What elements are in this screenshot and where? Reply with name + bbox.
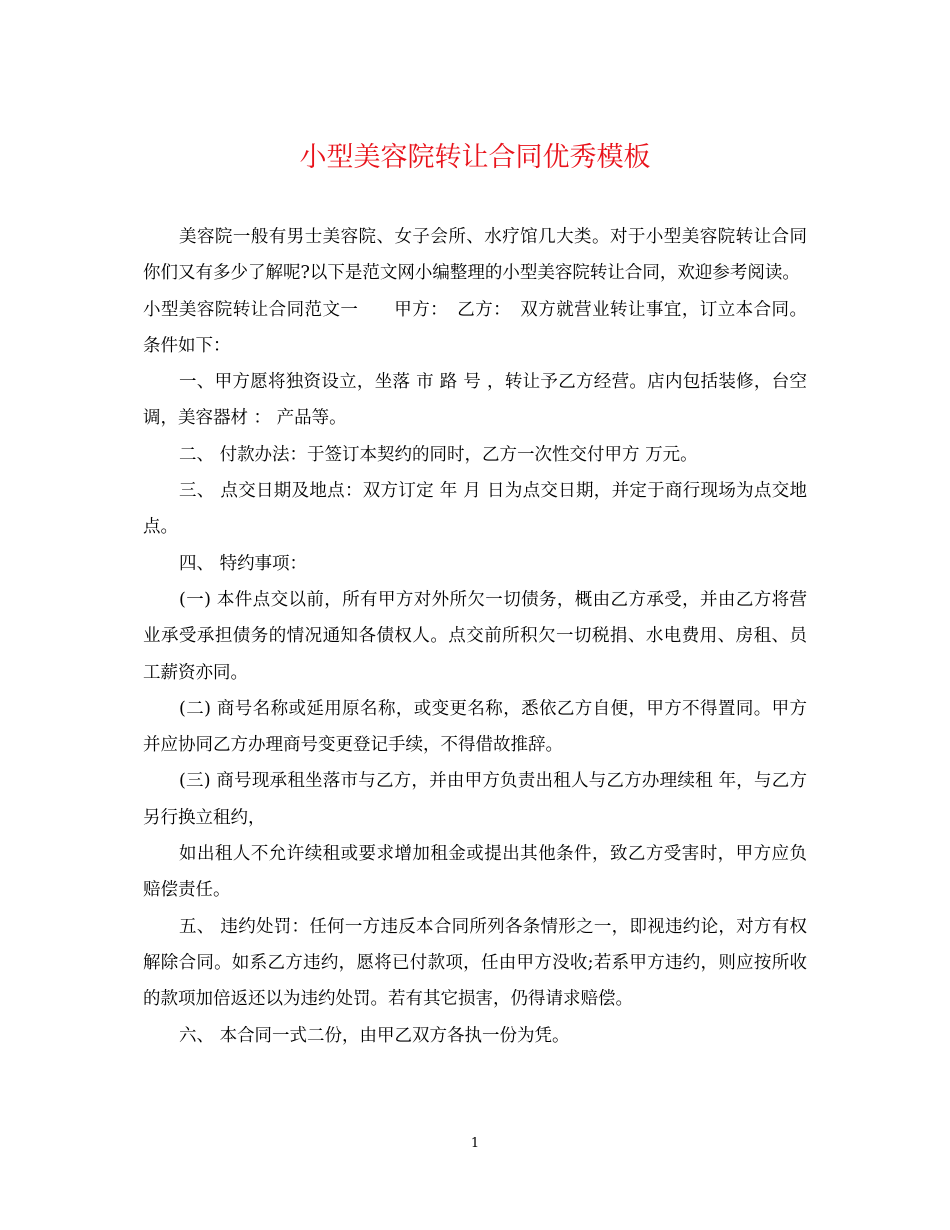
paragraph-contract-header: 小型美容院转让合同范文一 甲方： 乙方： 双方就营业转让事宜，订立本合同。条件如下： (143, 299, 807, 356)
paragraph-clause-1: 一、甲方愿将独资设立，坐落 市 路 号 ，转让予乙方经营。店内包括装修，台空调，美容器材 ： 产品等。 (143, 372, 807, 429)
paragraph-clause-2: 二、 付款办法：于签订本契约的同时，乙方一次性交付甲方 万元。 (179, 444, 698, 465)
paragraph-clause-4-3: (三) 商号现承租坐落市与乙方，并由甲方负责出租人与乙方办理续租 年，与乙方另行换立租约， (143, 771, 807, 828)
document-body (143, 219, 807, 1054)
paragraph-clause-4: 四、 特约事项： (179, 553, 308, 574)
paragraph-clause-4-1: (一) 本件点交以前，所有甲方对外所欠一切债务，概由乙方承受，并由乙方将营业承受承担债务的情况通知各债权人。点交前所积欠一切税捐、水电费用、房租、员工薪资亦同。 (143, 589, 807, 683)
page-number: 1 (470, 1136, 480, 1151)
paragraph-intro: 美容院一般有男士美容院、女子会所、水疗馆几大类。对于小型美容院转让合同你们又有多少了解呢?以下是范文网小编整理的小型美容院转让合同，欢迎参考阅读。 (143, 227, 807, 284)
paragraph-clause-4-2: (二) 商号名称或延用原名称，或变更名称，悉依乙方自便，甲方不得置同。甲方并应协同乙方办理商号变更登记手续，不得借故推辞。 (143, 698, 807, 756)
paragraph-clause-3: 三、 点交日期及地点：双方订定 年 月 日为点交日期，并定于商行现场为点交地点。 (143, 481, 807, 538)
paragraph-clause-5: 五、 违约处罚：任何一方违反本合同所列各条情形之一，即视违约论，对方有权解除合同。如系乙方违约，愿将已付款项，任由甲方没收;若系甲方违约，则应按所收的款项加倍返还以为违约处罚。若有其它损害，仍得请求赔偿。 (143, 916, 807, 1010)
paragraph-clause-4-3-cont: 如出租人不允许续租或要求增加租金或提出其他条件，致乙方受害时，甲方应负赔偿责任。 (143, 844, 807, 901)
document-title: 小型美容院转让合同优秀模板 (299, 142, 651, 173)
paragraph-clause-6: 六、 本合同一式二份，由甲乙双方各执一份为凭。 (179, 1025, 570, 1046)
